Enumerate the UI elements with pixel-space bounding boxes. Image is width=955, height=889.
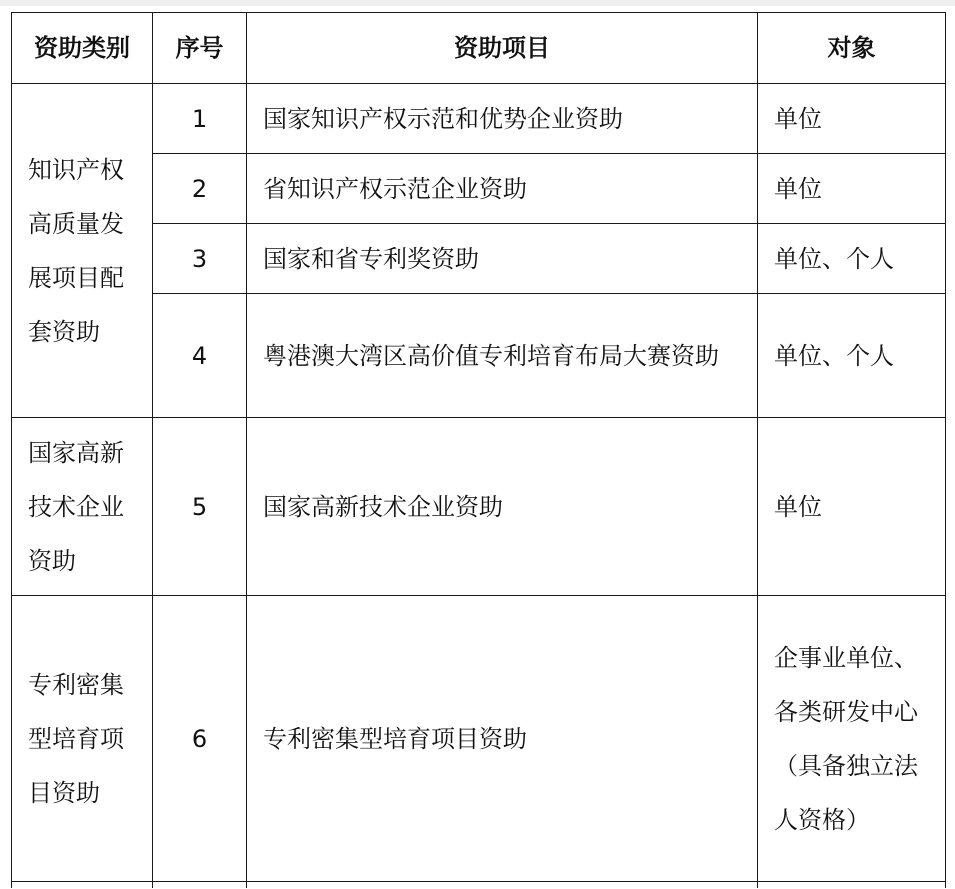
category-label: 知识产权高质量发展项目配套资助 bbox=[28, 155, 124, 346]
target-cell: 企事业单位、各类研发中心（具备独立法人资格） bbox=[758, 596, 946, 882]
funding-table bbox=[11, 12, 946, 888]
table-row bbox=[12, 418, 946, 596]
index-cell: 3 bbox=[153, 224, 247, 294]
table-row bbox=[12, 154, 946, 224]
partial-cell bbox=[247, 882, 758, 889]
index-cell: 6 bbox=[153, 596, 247, 882]
header-item: 资助项目 bbox=[247, 13, 758, 84]
category-cell bbox=[12, 418, 153, 596]
item-cell: 国家高新技术企业资助 bbox=[247, 418, 758, 596]
target-cell: 单位、个人 bbox=[758, 224, 946, 294]
index-cell: 5 bbox=[153, 418, 247, 596]
category-label: 专利密集型培育项目资助 bbox=[28, 670, 124, 807]
index-cell: 2 bbox=[153, 154, 247, 224]
category-label: 国家高新技术企业资助 bbox=[28, 438, 124, 575]
partial-cell bbox=[12, 882, 153, 889]
index-cell: 1 bbox=[153, 84, 247, 154]
header-index: 序号 bbox=[153, 13, 247, 84]
item-cell: 国家知识产权示范和优势企业资助 bbox=[247, 84, 758, 154]
table-header-row bbox=[12, 13, 946, 84]
item-cell: 省知识产权示范企业资助 bbox=[247, 154, 758, 224]
target-cell: 单位、个人 bbox=[758, 294, 946, 418]
target-cell: 单位 bbox=[758, 84, 946, 154]
target-cell: 单位 bbox=[758, 418, 946, 596]
category-cell bbox=[12, 84, 153, 418]
table-row-partial bbox=[12, 882, 946, 889]
header-target: 对象 bbox=[758, 13, 946, 84]
category-cell bbox=[12, 596, 153, 882]
partial-cell bbox=[758, 882, 946, 889]
item-cell: 专利密集型培育项目资助 bbox=[247, 596, 758, 882]
partial-cell bbox=[153, 882, 247, 889]
table-row bbox=[12, 596, 946, 882]
index-cell: 4 bbox=[153, 294, 247, 418]
target-cell: 单位 bbox=[758, 154, 946, 224]
table-row bbox=[12, 224, 946, 294]
table-row bbox=[12, 84, 946, 154]
item-cell: 国家和省专利奖资助 bbox=[247, 224, 758, 294]
page-top-strip bbox=[0, 0, 955, 6]
item-cell: 粤港澳大湾区高价值专利培育布局大赛资助 bbox=[247, 294, 758, 418]
table-row bbox=[12, 294, 946, 418]
header-category: 资助类别 bbox=[12, 13, 153, 84]
